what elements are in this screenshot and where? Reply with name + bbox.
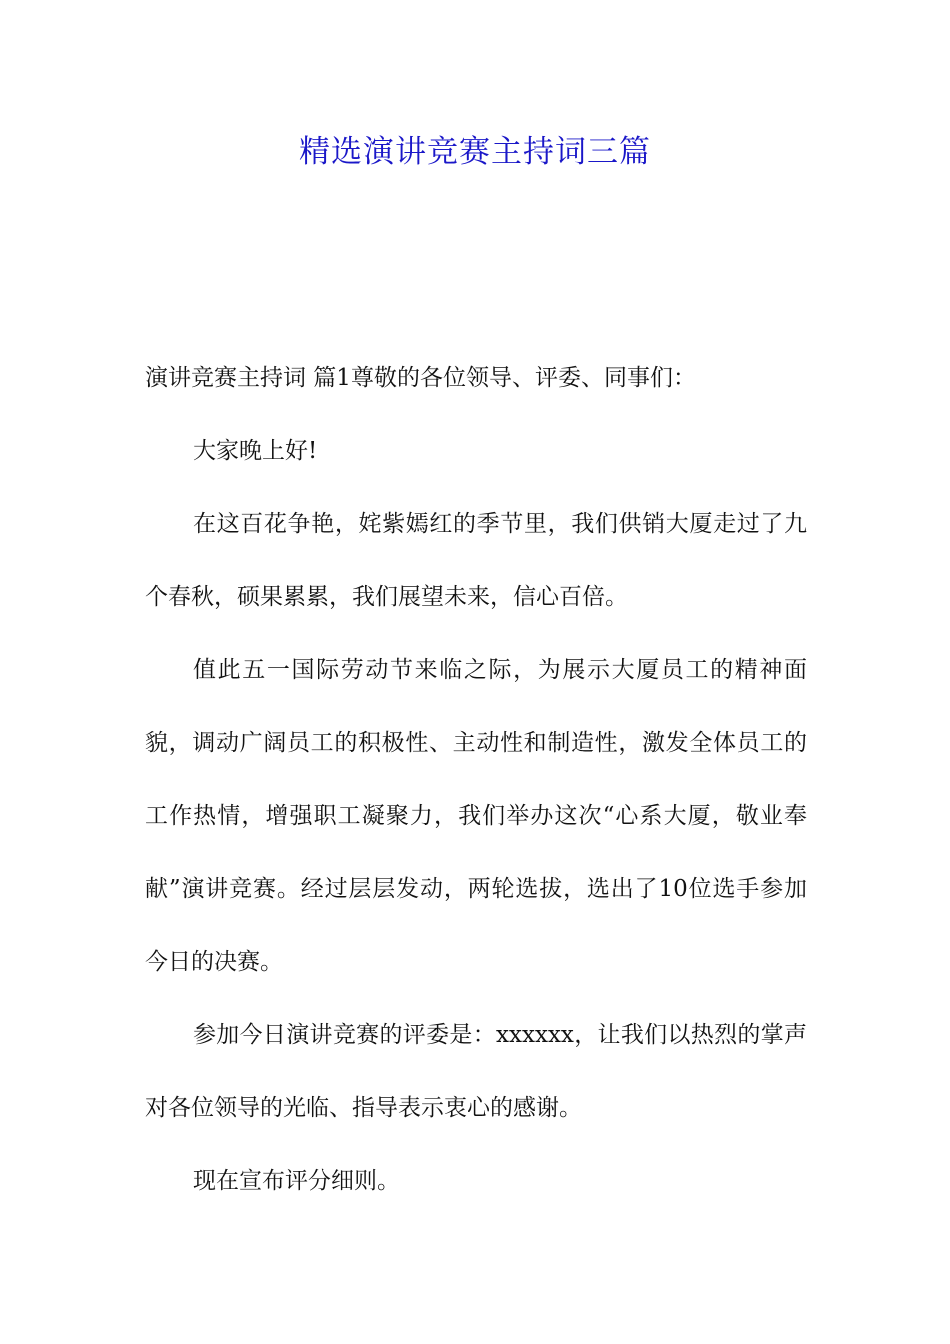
paragraph-greeting: 大家晚上好! [193, 438, 318, 464]
document-title: 精选演讲竞赛主持词三篇 [299, 134, 651, 170]
paragraph: 现在宣布评分细则。 [193, 1168, 400, 1194]
paragraph: 在这百花争艳，姹紫嫣红的季节里，我们供销大厦走过了九个春秋，硕果累累，我们展望未来，信心百倍。 [145, 511, 807, 610]
paragraph: 参加今日演讲竞赛的评委是：xxxxxx，让我们以热烈的掌声对各位领导的光临、指导表示衷心的感谢。 [145, 1022, 807, 1121]
paragraph-heading-line: 演讲竞赛主持词 篇1尊敬的各位领导、评委、同事们： [145, 365, 696, 391]
document-body [145, 342, 807, 1218]
paragraph: 值此五一国际劳动节来临之际，为展示大厦员工的精神面貌，调动广阔员工的积极性、主动性和制造性，激发全体员工的工作热情，增强职工凝聚力，我们举办这次“心系大厦，敬业奉献”演讲竞赛。经过层层发动，两轮选拔，选出了10位选手参加今日的决赛。 [145, 657, 807, 975]
